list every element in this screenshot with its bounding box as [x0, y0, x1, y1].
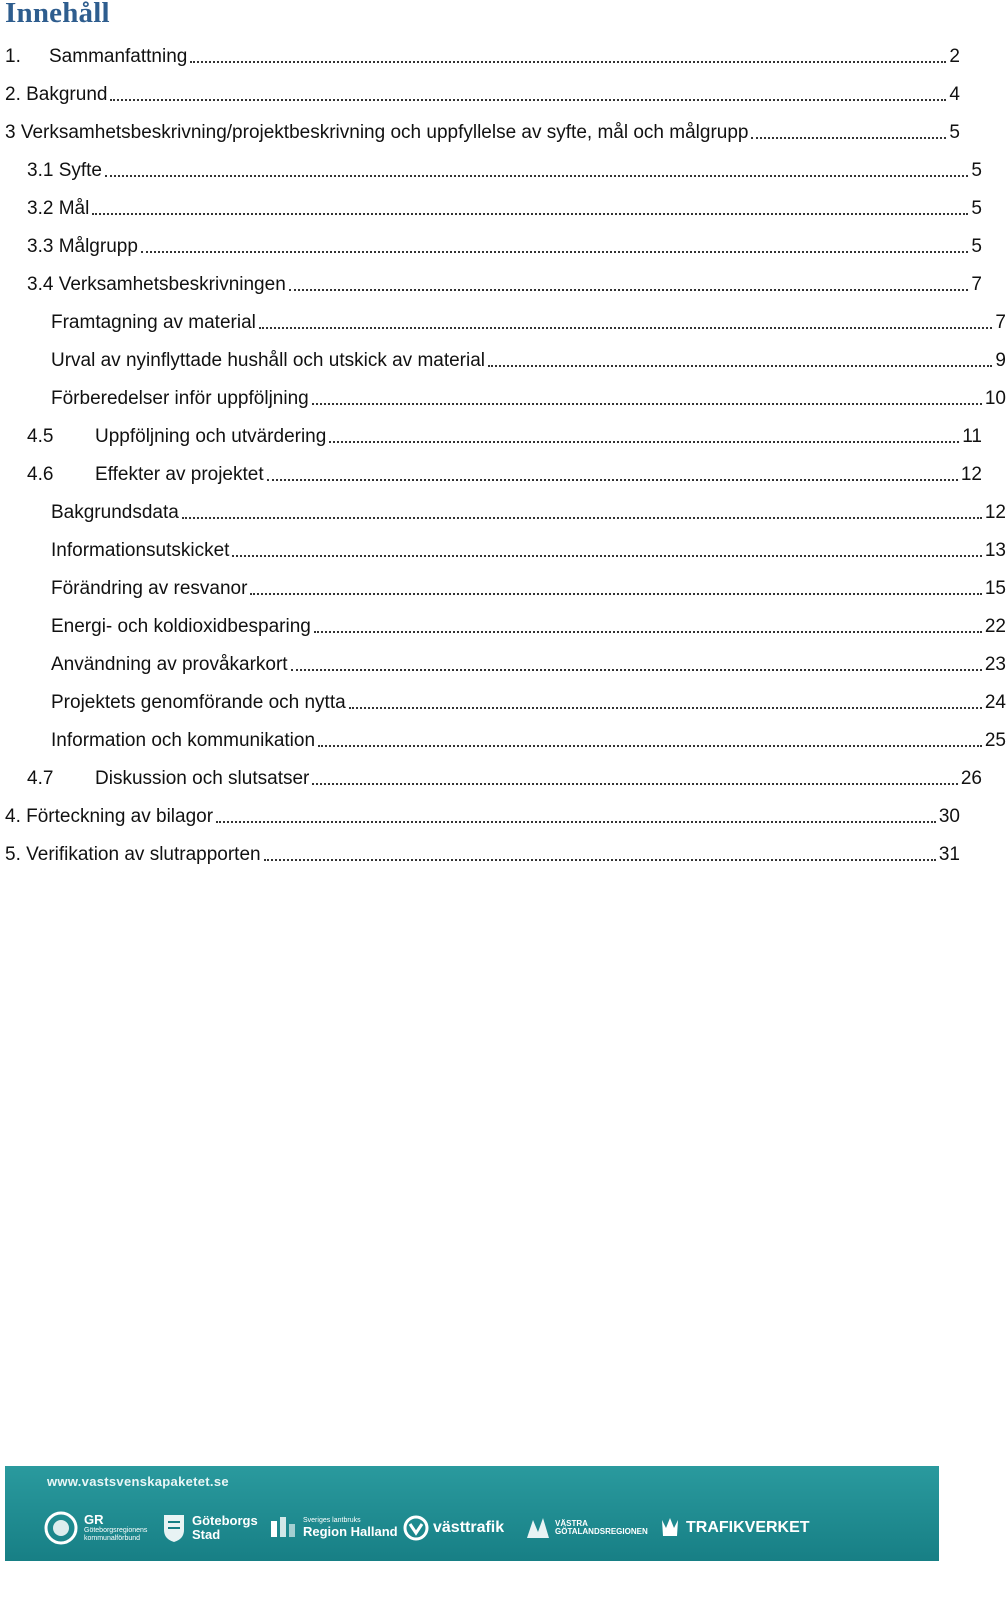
toc-leader-dots	[190, 61, 946, 63]
toc-entry-page: 7	[971, 274, 982, 295]
toc-leader-dots	[216, 821, 936, 823]
toc-entry[interactable]	[0, 334, 1006, 372]
toc-entry-title: Urval av nyinflyttade hushåll och utskick av material	[51, 350, 486, 371]
toc-entry-title: 3.4 Verksamhetsbeskrivningen	[27, 274, 286, 295]
toc-entry-title: 3.1 Syfte	[27, 160, 102, 181]
toc-entry[interactable]	[0, 638, 1006, 676]
toc-entry-page: 24	[984, 692, 1006, 713]
toc-entry-page: 15	[984, 578, 1006, 599]
toc-entry-page: 12	[984, 502, 1006, 523]
toc-entry[interactable]	[0, 410, 982, 448]
toc-entry[interactable]	[0, 524, 1006, 562]
toc-entry[interactable]	[0, 296, 1006, 334]
toc-leader-dots	[250, 593, 981, 595]
toc-leader-dots	[312, 403, 982, 405]
toc-entry-page: 5	[971, 236, 982, 257]
footer-partner-banner	[5, 1466, 939, 1561]
toc-entry-title: Diskussion och slutsatser	[95, 768, 310, 789]
toc-entry[interactable]	[0, 182, 982, 220]
toc-entry-page: 5	[949, 122, 960, 143]
toc-entry-page: 9	[995, 350, 1006, 371]
toc-entry-page: 25	[984, 730, 1006, 751]
toc-heading: Innehåll	[5, 0, 110, 29]
toc-entry[interactable]	[0, 68, 960, 106]
toc-leader-dots	[182, 517, 982, 519]
halland-mark-icon	[269, 1515, 299, 1541]
toc-entry-title: Projektets genomförande och nytta	[51, 692, 346, 713]
toc-entry[interactable]	[0, 372, 1006, 410]
toc-entry[interactable]	[0, 106, 960, 144]
toc-entry-page: 12	[960, 464, 982, 485]
toc-entry-title: 2. Bakgrund	[5, 84, 108, 105]
toc-leader-dots	[329, 441, 959, 443]
toc-leader-dots	[232, 555, 981, 557]
toc-leader-dots	[92, 213, 968, 215]
toc-leader-dots	[110, 99, 946, 101]
toc-entry-page: 11	[962, 426, 982, 447]
trafikverket-text: TRAFIKVERKET	[686, 1519, 810, 1536]
toc-leader-dots	[312, 783, 957, 785]
toc-entry[interactable]	[0, 714, 1006, 752]
toc-entry[interactable]	[0, 752, 982, 790]
toc-entry-title: Förändring av resvanor	[51, 578, 248, 599]
toc-entry[interactable]	[0, 562, 1006, 600]
region-halland-logo	[269, 1504, 398, 1552]
toc-entry-title: 5. Verifikation av slutrapporten	[5, 844, 261, 865]
toc-entry-title: Effekter av projektet	[95, 464, 264, 485]
goteborgs-stad-logo	[161, 1504, 258, 1552]
crest-icon	[161, 1512, 187, 1544]
toc-entry-title: 3.2 Mål	[27, 198, 90, 219]
vgr-text: VÄSTRA GÖTALANDSREGIONEN	[555, 1519, 648, 1536]
toc-entry[interactable]	[0, 600, 1006, 638]
toc-entry-page: 13	[984, 540, 1006, 561]
toc-entry-number: 1.	[5, 46, 21, 67]
toc-entry-page: 5	[971, 160, 982, 181]
toc-entry-title: Användning av provåkarkort	[51, 654, 288, 675]
trafikverket-logo	[659, 1504, 810, 1552]
toc-leader-dots	[314, 631, 982, 633]
toc-leader-dots	[264, 859, 936, 861]
footer-website-url[interactable]: www.vastsvenskapaketet.se	[47, 1474, 229, 1489]
toc-leader-dots	[259, 327, 993, 329]
toc-leader-dots	[751, 137, 946, 139]
toc-entry-title: Information och kommunikation	[51, 730, 316, 751]
goteborgs-stad-text: Göteborgs Stad	[192, 1513, 258, 1542]
toc-entry[interactable]	[0, 486, 1006, 524]
toc-entry[interactable]	[0, 144, 982, 182]
vgr-icon	[525, 1514, 551, 1542]
toc-leader-dots	[289, 289, 969, 291]
toc-entry-title: Energi- och koldioxidbesparing	[51, 616, 311, 637]
toc-entry[interactable]	[0, 220, 982, 258]
toc-entry[interactable]	[0, 676, 1006, 714]
gr-logo-subtext: Göteborgsregionens kommunalförbund	[84, 1527, 148, 1542]
toc-entry[interactable]	[0, 828, 960, 866]
gr-circle-icon	[43, 1510, 79, 1546]
toc-entry-title: Uppföljning och utvärdering	[95, 426, 327, 447]
toc-leader-dots	[318, 745, 982, 747]
toc-entry-page: 30	[938, 806, 960, 827]
toc-entry-title: Informationsutskicket	[51, 540, 230, 561]
gr-logo-text: GR	[84, 1512, 104, 1527]
toc-entry[interactable]	[0, 790, 960, 828]
toc-entry-page: 31	[938, 844, 960, 865]
toc-entry-page: 5	[971, 198, 982, 219]
toc-entry-title: Förberedelser inför uppföljning	[51, 388, 309, 409]
toc-entry-page: 10	[984, 388, 1006, 409]
toc-entry-title: Framtagning av material	[51, 312, 256, 333]
vasttrafik-text: västtrafik	[433, 1519, 505, 1536]
toc-entry[interactable]	[0, 448, 982, 486]
toc-entry-page: 23	[984, 654, 1006, 675]
vasttrafik-logo	[403, 1504, 504, 1552]
toc-entry-page: 7	[995, 312, 1006, 333]
toc-leader-dots	[291, 669, 982, 671]
toc-entry-title: 3 Verksamhetsbeskrivning/projektbeskrivning och uppfyllelse av syfte, mål och målgrupp	[5, 122, 749, 143]
partner-logos	[43, 1504, 943, 1554]
toc-entry-page: 2	[949, 46, 960, 67]
trafikverket-crown-icon	[659, 1514, 681, 1542]
toc-entry-page: 26	[960, 768, 982, 789]
toc-leader-dots	[488, 365, 992, 367]
vastra-gotalandsregionen-logo	[525, 1504, 648, 1552]
toc-entry-page: 4	[949, 84, 960, 105]
toc-leader-dots	[105, 175, 968, 177]
toc-entry[interactable]	[0, 258, 982, 296]
vasttrafik-icon	[403, 1515, 429, 1541]
toc-leader-dots	[267, 479, 958, 481]
toc-leader-dots	[349, 707, 982, 709]
gr-logo	[43, 1504, 148, 1552]
toc-entry-number: 4.6	[27, 464, 54, 485]
region-halland-text: Region Halland	[303, 1524, 398, 1539]
toc-entry-number: 4.5	[27, 426, 54, 447]
toc-entry-page: 22	[984, 616, 1006, 637]
toc-entry-title: 3.3 Målgrupp	[27, 236, 138, 257]
toc-entry-title: Bakgrundsdata	[51, 502, 179, 523]
toc-leader-dots	[141, 251, 969, 253]
toc-entry-number: 4.7	[27, 768, 54, 789]
toc-entry-title: 4. Förteckning av bilagor	[5, 806, 214, 827]
halland-subtext: Sveriges lantbruks	[303, 1517, 361, 1524]
toc-entry[interactable]	[0, 30, 960, 68]
toc-entry-title: Sammanfattning	[49, 46, 188, 67]
